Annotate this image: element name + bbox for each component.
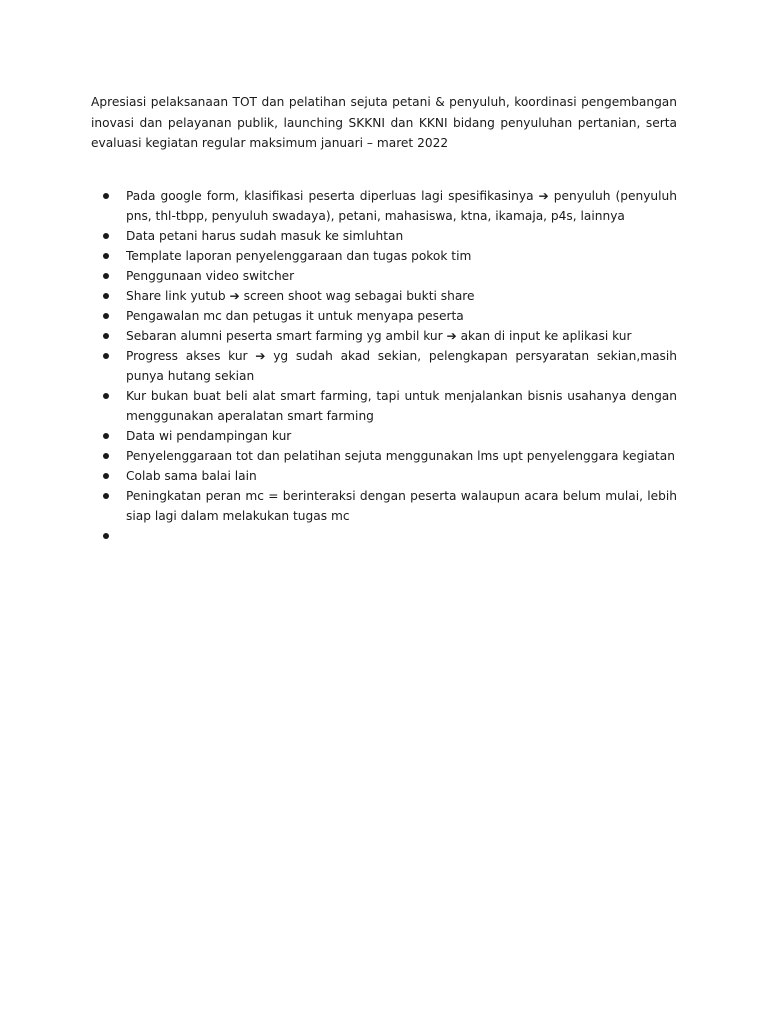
list-item <box>91 426 677 446</box>
bullet-dot-icon <box>103 253 109 259</box>
bullet-dot-icon <box>103 193 109 199</box>
bullet-dot-icon <box>103 473 109 479</box>
bullet-dot-icon <box>103 293 109 299</box>
list-item <box>91 326 677 346</box>
bullet-dot-icon <box>103 313 109 319</box>
list-item <box>91 446 677 466</box>
list-item <box>91 486 677 526</box>
list-item-text: Share link yutub ➔ screen shoot wag sebagai bukti share <box>126 289 475 303</box>
list-item-text: Template laporan penyelenggaraan dan tugas pokok tim <box>126 249 472 263</box>
list-item-text: Pada google form, klasifikasi peserta diperluas lagi spesifikasinya ➔ penyuluh (penyuluh pns, thl-tbpp, penyuluh swadaya), petani, mahasiswa, ktna, ikamaja, p4s, lainnya <box>126 189 677 223</box>
bullet-list <box>91 186 677 546</box>
bullet-dot-icon <box>103 453 109 459</box>
list-item <box>91 246 677 266</box>
list-item-text: Pengawalan mc dan petugas it untuk menyapa peserta <box>126 309 464 323</box>
list-item <box>91 306 677 326</box>
bullet-dot-icon <box>103 353 109 359</box>
list-item-text: Colab sama balai lain <box>126 469 257 483</box>
bullet-dot-icon <box>103 393 109 399</box>
bullet-dot-icon <box>103 533 109 539</box>
list-item-text: Progress akses kur ➔ yg sudah akad sekian, pelengkapan persyaratan sekian,masih punya hutang sekian <box>126 349 677 383</box>
list-item-empty <box>91 526 677 546</box>
list-item <box>91 186 677 226</box>
bullet-dot-icon <box>103 333 109 339</box>
list-item-text: Peningkatan peran mc = berinteraksi dengan peserta walaupun acara belum mulai, lebih siap lagi dalam melakukan tugas mc <box>126 489 677 523</box>
list-item-text: Penyelenggaraan tot dan pelatihan sejuta menggunakan lms upt penyelenggara kegiatan <box>126 449 676 463</box>
bullet-dot-icon <box>103 433 109 439</box>
bullet-dot-icon <box>103 493 109 499</box>
list-item <box>91 286 677 306</box>
list-item <box>91 226 677 246</box>
list-item-text: Penggunaan video switcher <box>126 269 295 283</box>
list-item <box>91 466 677 486</box>
bullet-dot-icon <box>103 233 109 239</box>
intro-paragraph: Apresiasi pelaksanaan TOT dan pelatihan sejuta petani & penyuluh, koordinasi pengembangan inovasi dan pelayanan publik, launching SKKNI dan KKNI bidang penyuluhan pertanian, serta evaluasi kegiatan regular maksimum januari – maret 2022 <box>91 95 677 150</box>
list-item-text: Sebaran alumni peserta smart farming yg ambil kur ➔ akan di input ke aplikasi kur <box>126 329 632 343</box>
list-item-text: Data petani harus sudah masuk ke simluhtan <box>126 229 404 243</box>
list-item <box>91 386 677 426</box>
list-item-text: Data wi pendampingan kur <box>126 429 292 443</box>
list-item <box>91 266 677 286</box>
list-item <box>91 346 677 386</box>
list-item-text: Kur bukan buat beli alat smart farming, tapi untuk menjalankan bisnis usahanya dengan menggunakan aperalatan smart farming <box>126 389 677 423</box>
bullet-dot-icon <box>103 273 109 279</box>
